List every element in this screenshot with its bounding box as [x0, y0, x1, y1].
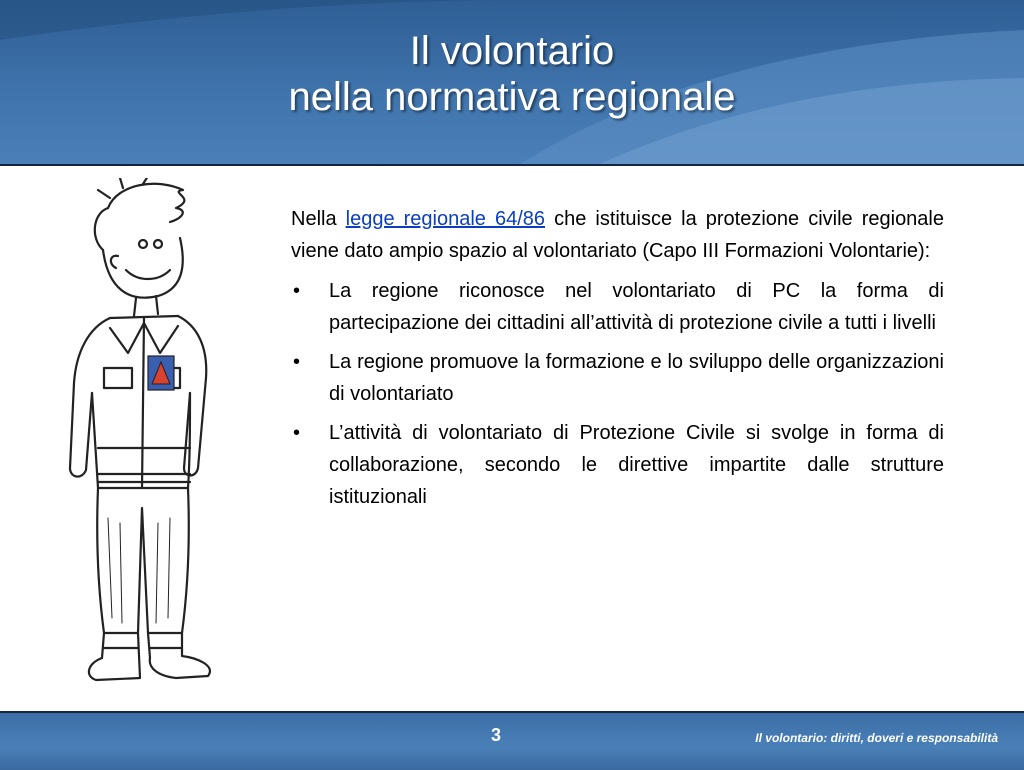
slide-body	[291, 203, 944, 520]
bullet-marker: •	[293, 351, 301, 373]
title-line-1: Il volontario	[409, 29, 615, 73]
volunteer-figure-icon	[48, 178, 238, 693]
volunteer-illustration	[48, 178, 238, 693]
title-line-2: nella normativa regionale	[288, 75, 736, 119]
bullet-text: La regione riconosce nel volontariato di PC la forma di partecipazione dei cittadini all’attività di protezione civile a tutti i livelli	[329, 280, 944, 334]
list-item	[291, 346, 944, 410]
footer-caption: Il volontario: diritti, doveri e responsabilità	[755, 731, 998, 745]
bullet-marker: •	[293, 280, 301, 302]
bullet-list	[291, 275, 944, 513]
page-number: 3	[490, 725, 501, 745]
slide-title	[0, 28, 1024, 120]
bullet-text: La regione promuove la formazione e lo sviluppo delle organizzazioni di volontariato	[329, 351, 944, 405]
list-item	[291, 417, 944, 513]
intro-paragraph	[291, 203, 944, 267]
bullet-text: L’attività di volontariato di Protezione Civile si svolge in forma di collaborazione, secondo le direttive impartite dalle strutture istituzionali	[329, 422, 944, 508]
law-link[interactable]: legge regionale 64/86	[345, 208, 546, 230]
bullet-marker: •	[293, 422, 301, 444]
slide-header	[0, 0, 1024, 166]
intro-text-before-link: Nella	[291, 208, 346, 230]
slide-footer	[0, 711, 1024, 770]
list-item	[291, 275, 944, 339]
intro-text-after-link: che istituisce la protezione civile regionale viene dato ampio spazio al volontariato (Capo III Formazioni Volontarie):	[291, 208, 944, 262]
